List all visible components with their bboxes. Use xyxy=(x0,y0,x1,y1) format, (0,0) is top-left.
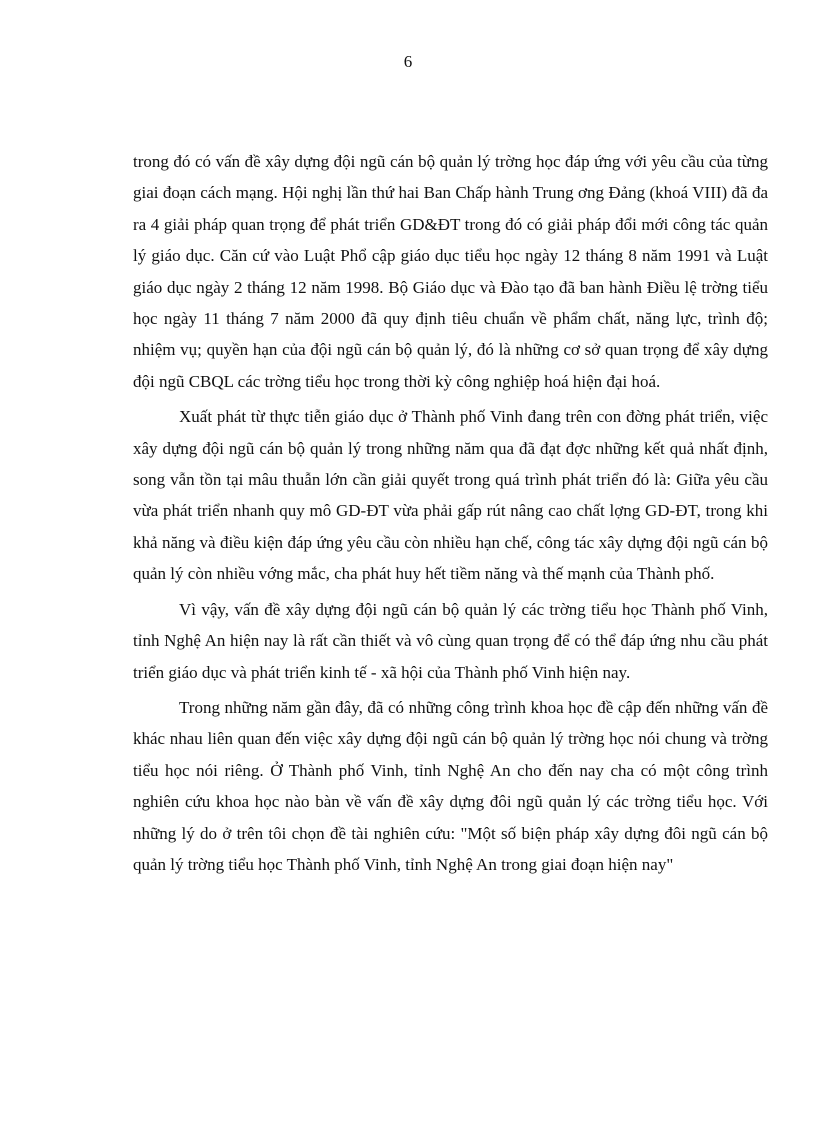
page-number: 6 xyxy=(403,52,413,71)
paragraph-2: Xuất phát từ thực tiễn giáo dục ở Thành phố Vinh đang trên con đờng phát triển, việc xây dựng đội ngũ cán bộ quản lý trong những năm qua đã đạt đợc những kết quả nhất định, song vẫn tồn tại mâu thuẫn lớn cần giải quyết trong quá trình phát triển đó là: Giữa yêu cầu vừa phát triển nhanh quy mô GD-ĐT vừa phải gấp rút nâng cao chất lợng GD-ĐT, trong khi khả năng và điều kiện đáp ứng yêu cầu còn nhiều hạn chế, công tác xây dựng đội ngũ cán bộ quản lý còn nhiều vớng mắc, cha phát huy hết tiềm năng và thế mạnh của Thành phố. xyxy=(133,407,768,584)
paragraph-4: Trong những năm gần đây, đã có những công trình khoa học đề cập đến những vấn đề khác nhau liên quan đến việc xây dựng đội ngũ cán bộ quản lý trờng học nói chung và trờng tiểu học nói riêng. Ở Thành phố Vinh, tỉnh Nghệ An cho đến nay cha có một công trình nghiên cứu khoa học nào bàn về vấn đề xây dựng đôi ngũ quản lý các trờng tiểu học. Với những lý do ở trên tôi chọn đề tài nghiên cứu: "Một số biện pháp xây dựng đôi ngũ cán bộ quản lý trờng tiểu học Thành phố Vinh, tỉnh Nghệ An trong giai đoạn hiện nay" xyxy=(133,697,768,874)
body-text xyxy=(133,146,768,884)
paragraph-1: trong đó có vấn đề xây dựng đội ngũ cán bộ quản lý trờng học đáp ứng với yêu cầu của từng giai đoạn cách mạng. Hội nghị lần thứ hai Ban Chấp hành Trung ơng Đảng (khoá VIII) đã đa ra 4 giải pháp quan trọng để phát triển GD&ĐT trong đó có giải pháp đổi mới công tác quản lý giáo dục. Căn cứ vào Luật Phổ cập giáo dục tiểu học ngày 12 tháng 8 năm 1991 và Luật giáo dục ngày 2 tháng 12 năm 1998. Bộ Giáo dục và Đào tạo đã ban hành Điều lệ trờng tiểu học ngày 11 tháng 7 năm 2000 đã quy định tiêu chuẩn về phẩm chất, năng lực, trình độ; nhiệm vụ; quyền hạn của đội ngũ cán bộ quản lý, đó là những cơ sở quan trọng để xây dựng đội ngũ CBQL các trờng tiểu học trong thời kỳ công nghiệp hoá hiện đại hoá. xyxy=(133,152,768,391)
paragraph-3: Vì vậy, vấn đề xây dựng đội ngũ cán bộ quản lý các trờng tiểu học Thành phố Vinh, tỉnh Nghệ An hiện nay là rất cần thiết và vô cùng quan trọng để có thể đáp ứng nhu cầu phát triển giáo dục và phát triển kinh tế - xã hội của Thành phố Vinh hiện nay. xyxy=(133,599,768,682)
